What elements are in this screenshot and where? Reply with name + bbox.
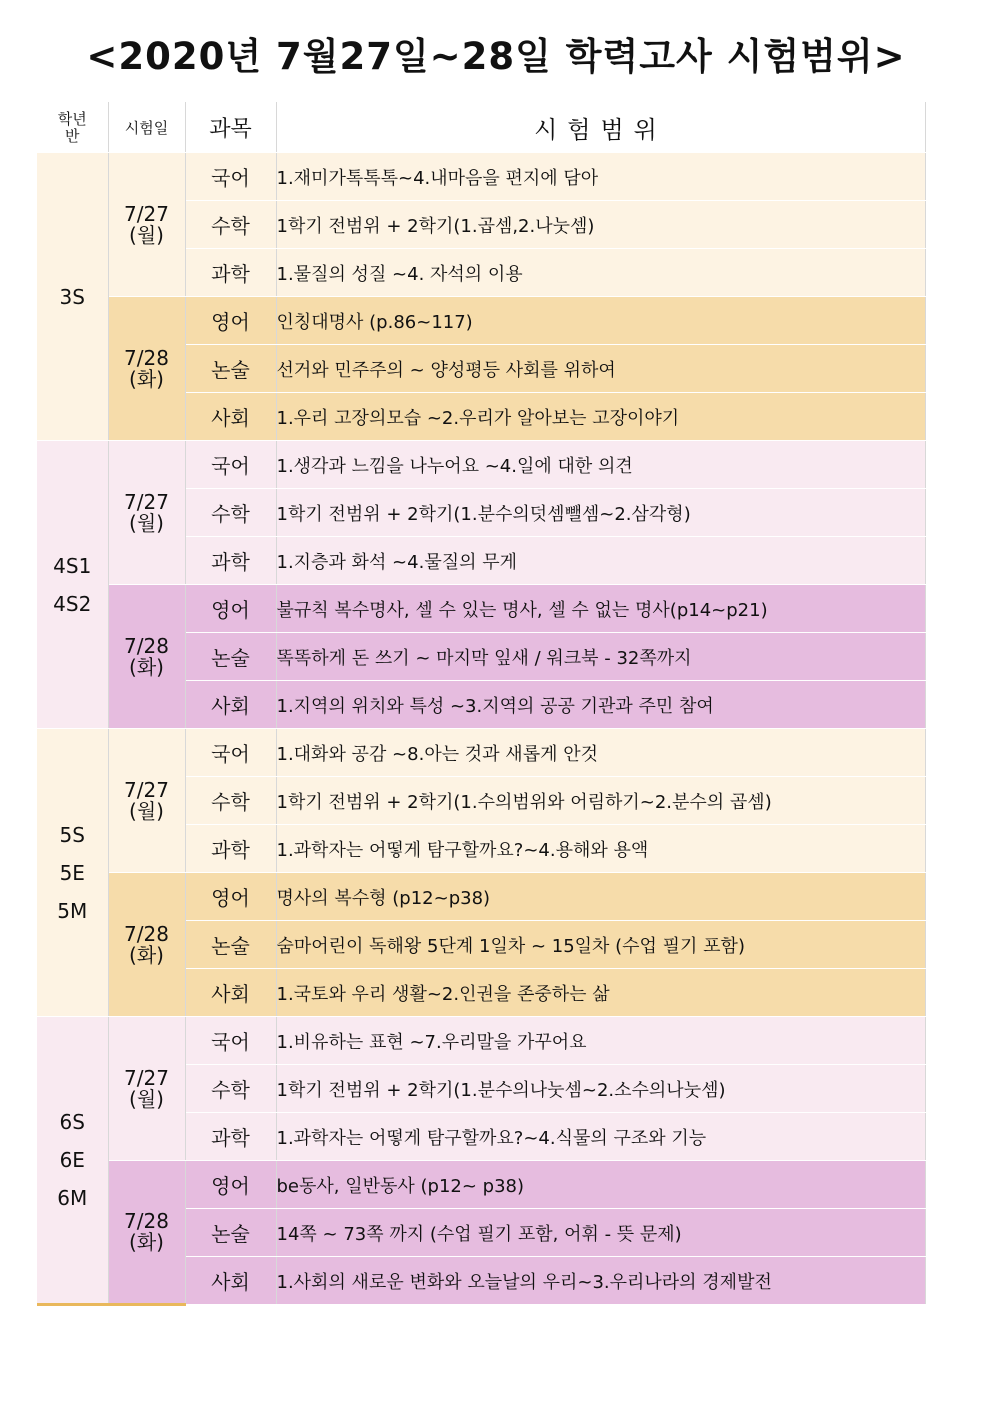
exam-weekday: (월) (129, 1086, 164, 1111)
exam-range-cell: 명사의 복수형 (p12~p38) (276, 873, 925, 921)
table-row (37, 1161, 925, 1209)
subject-cell: 사회 (185, 681, 276, 729)
exam-date-cell (108, 153, 185, 297)
subject-cell: 과학 (185, 537, 276, 585)
exam-range-cell: 1.지층과 화석 ~4.물질의 무게 (276, 537, 925, 585)
exam-date: 7/27 (124, 1065, 169, 1090)
subject-cell: 논술 (185, 345, 276, 393)
subject-cell: 수학 (185, 777, 276, 825)
subject-cell: 수학 (185, 1065, 276, 1113)
grade-class-label: 4S1 (53, 553, 92, 578)
grade-class-cell (37, 153, 108, 441)
exam-range-cell: 1.과학자는 어떻게 탐구할까요?~4.용해와 용액 (276, 825, 925, 873)
table-row (37, 873, 925, 921)
subject-cell: 과학 (185, 825, 276, 873)
grade-class-label: 6E (59, 1148, 85, 1172)
grade-class-label: 3S (59, 284, 85, 309)
exam-date: 7/28 (124, 633, 169, 658)
grade-class-cell (37, 729, 108, 1017)
exam-date-cell (108, 585, 185, 729)
table-row (37, 729, 925, 777)
table-row (37, 441, 925, 489)
table-row (37, 585, 925, 633)
exam-date: 7/28 (124, 1209, 169, 1233)
table-header (37, 103, 925, 153)
exam-date-cell (108, 441, 185, 585)
exam-weekday: (월) (129, 798, 164, 823)
grade-class-label: 4S2 (53, 591, 92, 616)
exam-range-cell: 불규칙 복수명사, 셀 수 있는 명사, 셀 수 없는 명사(p14~p21) (276, 585, 925, 633)
exam-range-cell: 선거와 민주주의 ~ 양성평등 사회를 위하여 (276, 345, 925, 393)
exam-range-cell: 14쪽 ~ 73쪽 까지 (수업 필기 포함, 어휘 - 뜻 문제) (276, 1209, 925, 1257)
subject-cell: 수학 (185, 201, 276, 249)
header-grade-class (37, 103, 108, 153)
exam-range-cell: 1.사회의 새로운 변화와 오늘날의 우리~3.우리나라의 경제발전 (276, 1257, 925, 1305)
subject-cell: 논술 (185, 1209, 276, 1257)
exam-range-cell: 1.물질의 성질 ~4. 자석의 이용 (276, 249, 925, 297)
subject-cell: 사회 (185, 969, 276, 1017)
exam-date-cell (108, 1161, 185, 1305)
grade-class-label: 5M (57, 898, 88, 923)
subject-cell: 국어 (185, 441, 276, 489)
exam-weekday: (화) (129, 942, 164, 967)
exam-weekday: (월) (129, 222, 164, 247)
grade-class-cell (37, 1017, 108, 1305)
exam-range-cell: 1학기 전범위 + 2학기(1.수의범위와 어림하기~2.분수의 곱셈) (276, 777, 925, 825)
grade-class-cell (37, 441, 108, 729)
exam-range-cell: be동사, 일반동사 (p12~ p38) (276, 1161, 925, 1209)
exam-range-cell: 1.비유하는 표현 ~7.우리말을 가꾸어요 (276, 1017, 925, 1065)
exam-range-cell: 1.대화와 공감 ~8.아는 것과 새롭게 안것 (276, 729, 925, 777)
grade-class-label: 6S (59, 1110, 85, 1134)
subject-cell: 국어 (185, 1017, 276, 1065)
table-row (37, 1017, 925, 1065)
exam-date: 7/27 (124, 777, 169, 802)
header-grade-line2: 반 (65, 126, 80, 145)
subject-cell: 영어 (185, 297, 276, 345)
header-grade-line1: 학년 (57, 109, 87, 128)
exam-weekday: (화) (129, 366, 164, 391)
exam-range-cell: 1.과학자는 어떻게 탐구할까요?~4.식물의 구조와 기능 (276, 1113, 925, 1161)
exam-date-cell (108, 873, 185, 1017)
exam-date: 7/28 (124, 345, 169, 370)
exam-range-cell: 1.재미가톡톡톡~4.내마음을 편지에 담아 (276, 153, 925, 201)
exam-range-cell: 인칭대명사 (p.86~117) (276, 297, 925, 345)
header-exam-date: 시험일 (108, 103, 185, 153)
exam-date: 7/27 (124, 201, 169, 226)
subject-cell: 과학 (185, 1113, 276, 1161)
exam-range-cell: 1.생각과 느낌을 나누어요 ~4.일에 대한 의견 (276, 441, 925, 489)
subject-cell: 과학 (185, 249, 276, 297)
header-subject: 과목 (185, 103, 276, 153)
exam-weekday: (화) (129, 654, 164, 679)
subject-cell: 사회 (185, 393, 276, 441)
exam-schedule-table (37, 102, 926, 1306)
exam-weekday: (월) (129, 510, 164, 535)
exam-range-cell: 1학기 전범위 + 2학기(1.곱셈,2.나눗셈) (276, 201, 925, 249)
exam-weekday: (화) (129, 1230, 164, 1254)
subject-cell: 국어 (185, 729, 276, 777)
subject-cell: 영어 (185, 585, 276, 633)
exam-date-cell (108, 297, 185, 441)
subject-cell: 논술 (185, 633, 276, 681)
page-title: <2020년 7월27일~28일 학력고사 시험범위> (86, 35, 906, 78)
exam-range-cell: 똑똑하게 돈 쓰기 ~ 마지막 잎새 / 워크북 - 32쪽까지 (276, 633, 925, 681)
exam-range-cell: 1학기 전범위 + 2학기(1.분수의나눗셈~2.소수의나눗셈) (276, 1065, 925, 1113)
subject-cell: 영어 (185, 1161, 276, 1209)
exam-date-cell (108, 729, 185, 873)
exam-date: 7/28 (124, 921, 169, 946)
grade-class-label: 6M (57, 1186, 88, 1210)
subject-cell: 논술 (185, 921, 276, 969)
exam-date-cell (108, 1017, 185, 1161)
subject-cell: 사회 (185, 1257, 276, 1305)
header-exam-range: 시험범위 (276, 103, 925, 153)
exam-range-cell: 1.지역의 위치와 특성 ~3.지역의 공공 기관과 주민 참여 (276, 681, 925, 729)
exam-range-cell: 숨마어린이 독해왕 5단계 1일차 ~ 15일차 (수업 필기 포함) (276, 921, 925, 969)
subject-cell: 국어 (185, 153, 276, 201)
exam-range-cell: 1.국토와 우리 생활~2.인권을 존중하는 삶 (276, 969, 925, 1017)
exam-date: 7/27 (124, 489, 169, 514)
exam-range-cell: 1학기 전범위 + 2학기(1.분수의덧셈뺄셈~2.삼각형) (276, 489, 925, 537)
table-row (37, 297, 925, 345)
grade-class-label: 5S (59, 822, 85, 847)
exam-range-cell: 1.우리 고장의모습 ~2.우리가 알아보는 고장이야기 (276, 393, 925, 441)
table-row (37, 153, 925, 201)
subject-cell: 수학 (185, 489, 276, 537)
grade-class-label: 5E (59, 860, 85, 885)
table-body (37, 153, 925, 1305)
subject-cell: 영어 (185, 873, 276, 921)
